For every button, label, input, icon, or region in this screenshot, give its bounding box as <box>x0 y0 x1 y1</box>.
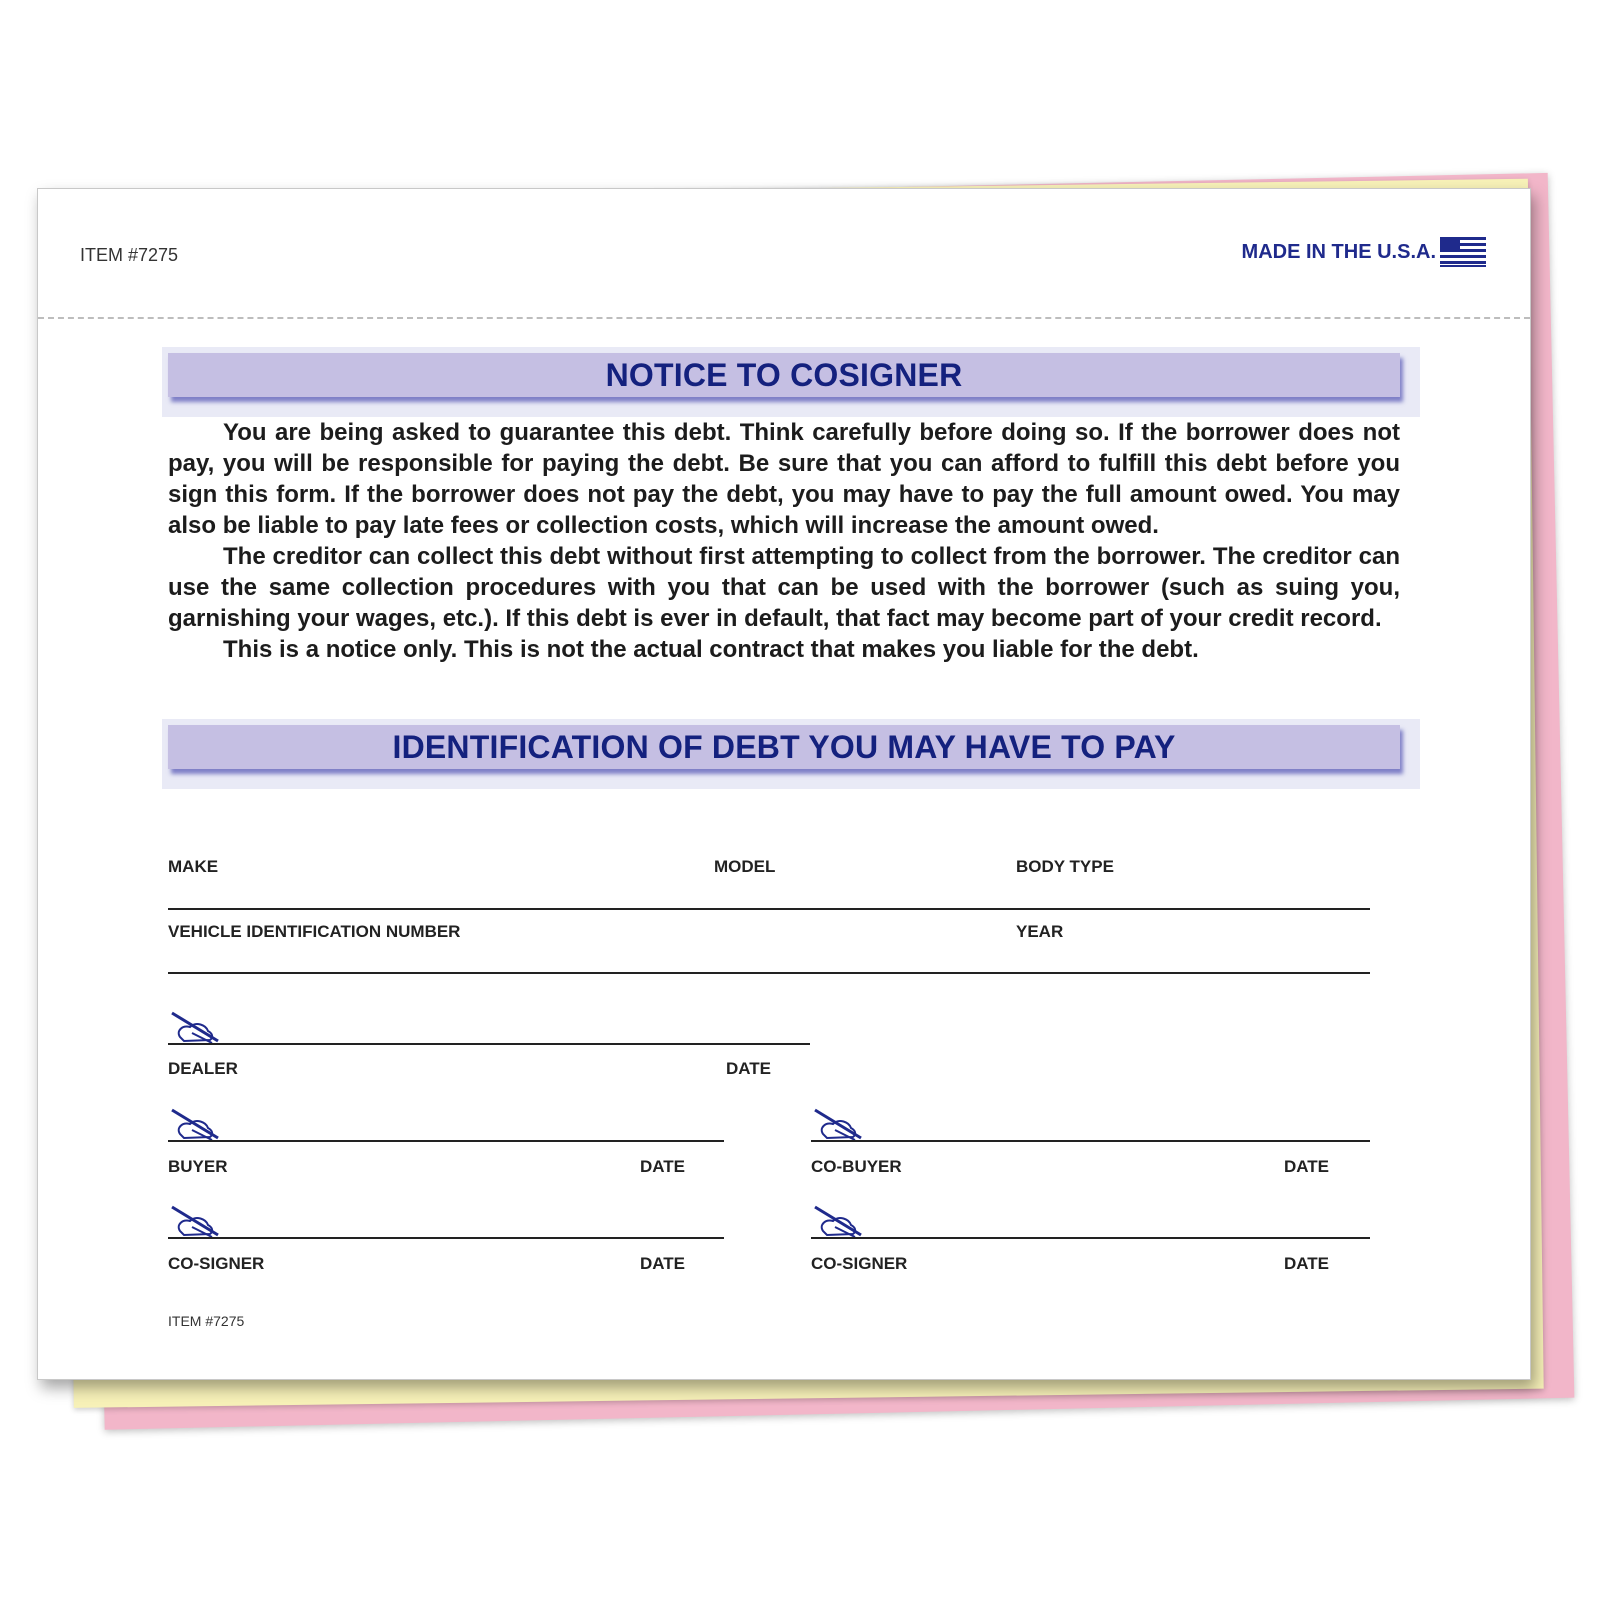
co-signer-label: CO-SIGNER <box>168 1254 265 1273</box>
pen-signature-icon <box>168 1201 224 1241</box>
us-flag-icon <box>1440 237 1486 267</box>
notice-paragraph: This is a notice only. This is not the actual contract that makes you liable for the debt. <box>223 636 1199 663</box>
footer-item-number: ITEM #7275 <box>168 1313 245 1329</box>
buyer-signature-line[interactable] <box>168 1140 724 1142</box>
notice-paragraph: You are being asked to guarantee this debt. Think carefully before doing so. If the borrower does not pay, you will be responsible for paying the debt. Be sure that you can afford to fulfill this debt before you sign this form. If the borrower does not pay the debt, you may have to pay the full amount owed. You may also be liable to pay late fees or collection costs, which will increase the amount owed. <box>168 419 1400 539</box>
body-type-label: BODY TYPE <box>1016 857 1114 876</box>
buyer-label: BUYER <box>168 1157 228 1176</box>
co-buyer-date-label: DATE <box>1284 1157 1330 1176</box>
co-buyer-signature-line[interactable] <box>811 1140 1370 1142</box>
co-buyer-label: CO-BUYER <box>811 1157 902 1176</box>
model-label: MODEL <box>714 857 776 876</box>
form-sheet <box>37 188 1531 1380</box>
identification-banner <box>162 719 1420 789</box>
perforation-line <box>38 317 1530 319</box>
buyer-date-label: DATE <box>640 1157 686 1176</box>
notice-paragraph: The creditor can collect this debt without first attempting to collect from the borrower. The creditor can use the same collection procedures with you that can be used with the borrower (such as suing you, garnishing your wages, etc.). If this debt is ever in default, that fact may become part of your credit record. <box>168 543 1400 632</box>
co-signer-2-label: CO-SIGNER <box>811 1254 908 1273</box>
item-number: ITEM #7275 <box>80 245 179 265</box>
notice-banner <box>162 347 1420 417</box>
pen-signature-icon <box>168 1104 224 1144</box>
co-signer-2-signature-line[interactable] <box>811 1237 1370 1239</box>
dealer-label: DEALER <box>168 1059 238 1078</box>
vin-label: VEHICLE IDENTIFICATION NUMBER <box>168 922 461 941</box>
identification-title: IDENTIFICATION OF DEBT YOU MAY HAVE TO PAY <box>392 728 1176 765</box>
notice-title: NOTICE TO COSIGNER <box>605 356 963 393</box>
pen-signature-icon <box>811 1201 867 1241</box>
co-signer-2-date-label: DATE <box>1284 1254 1330 1273</box>
made-in-usa-label: MADE IN THE U.S.A. <box>1241 241 1436 263</box>
dealer-signature-line[interactable] <box>168 1043 810 1045</box>
year-label: YEAR <box>1016 922 1064 941</box>
notice-text <box>168 417 1400 665</box>
make-model-body-line[interactable] <box>168 908 1370 910</box>
make-label: MAKE <box>168 857 219 876</box>
vin-year-line[interactable] <box>168 972 1370 974</box>
dealer-date-label: DATE <box>726 1059 772 1078</box>
co-signer-date-label: DATE <box>640 1254 686 1273</box>
pen-signature-icon <box>811 1104 867 1144</box>
pen-signature-icon <box>168 1007 224 1047</box>
co-signer-signature-line[interactable] <box>168 1237 724 1239</box>
